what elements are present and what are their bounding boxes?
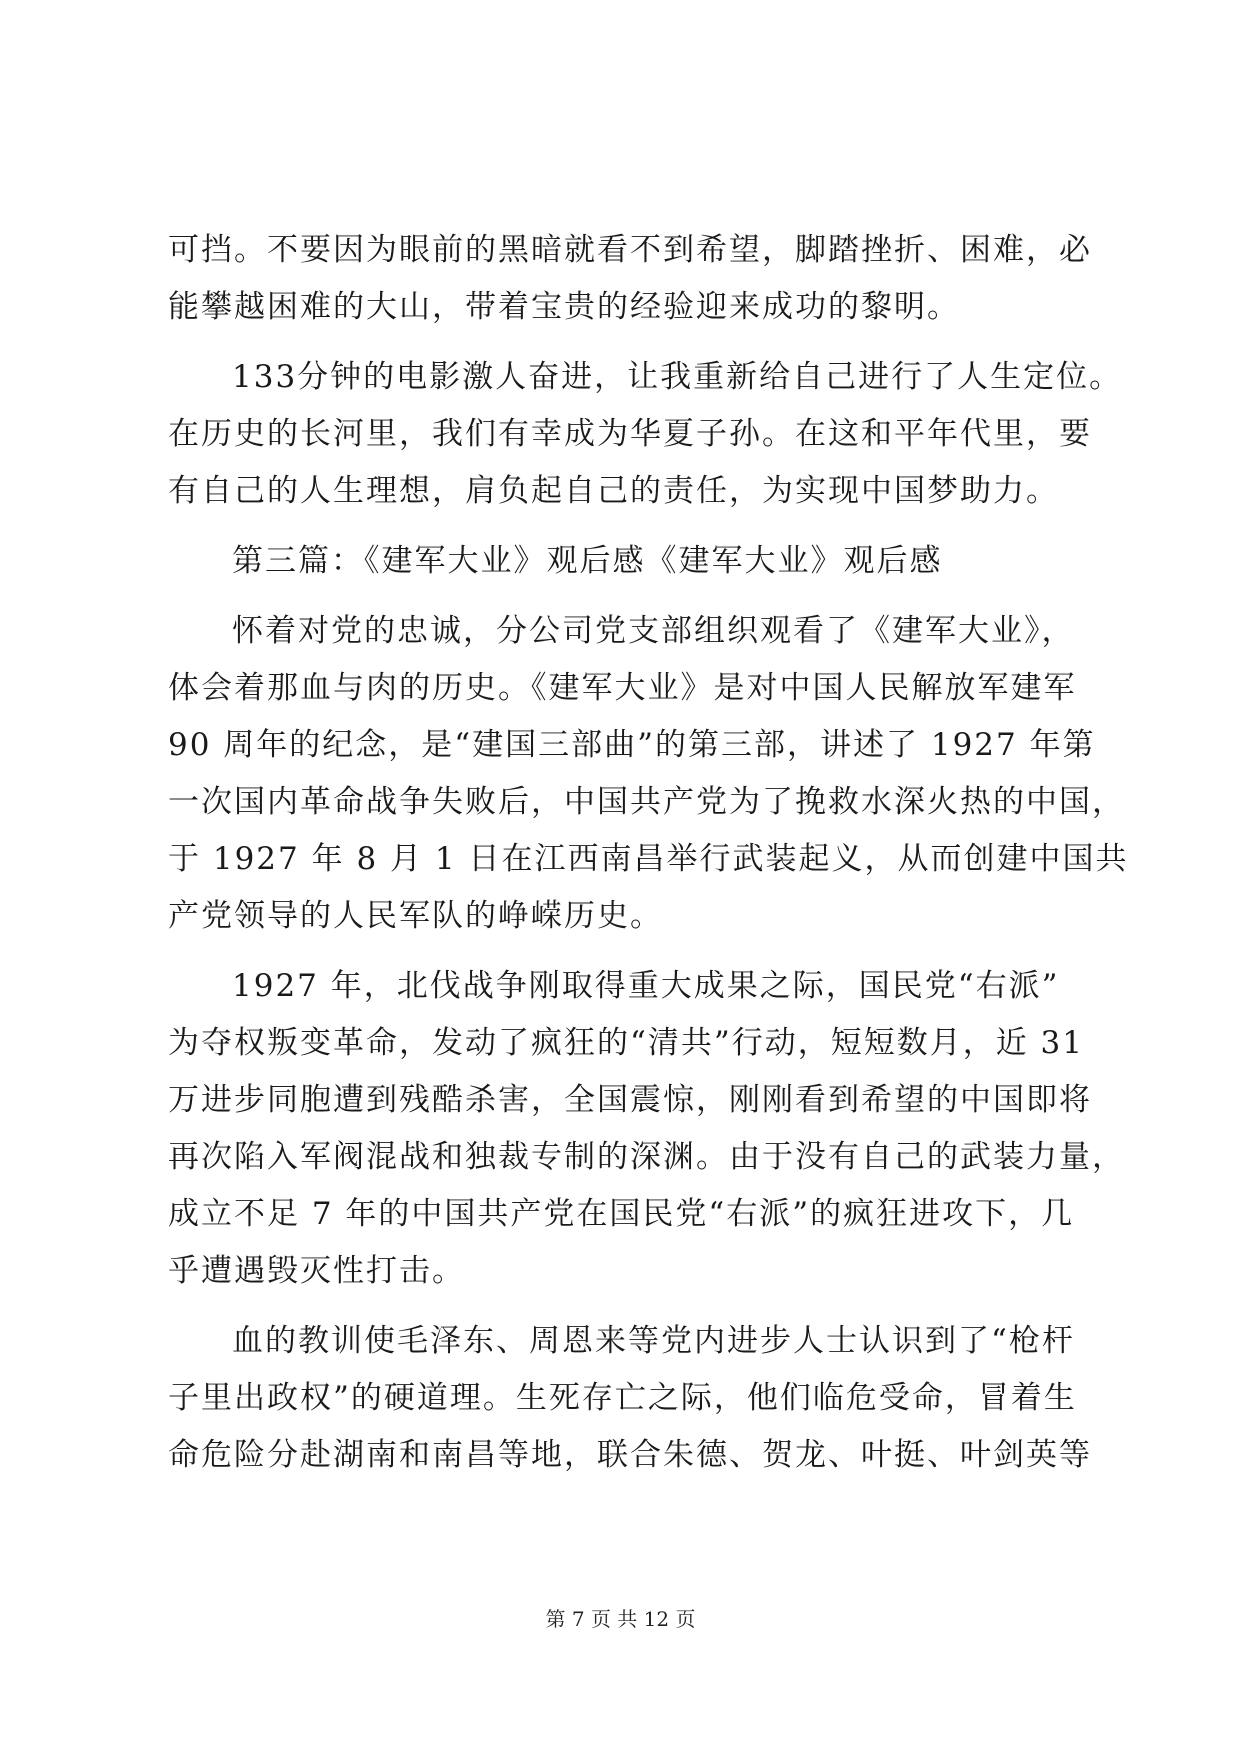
text-line: 怀着对党的忠诚，分公司党支部组织观看了《建军大业》， (232, 613, 1075, 649)
text-line: 子里出政权”的硬道理。生死存亡之际，他们临危受命，冒着生 (168, 1380, 1077, 1416)
text-line: 于 1927 年 8 月 1 日在江西南昌举行武装起义，从而创建中国共 (168, 841, 1129, 877)
text-line: 能攀越困难的大山，带着宝贵的经验迎来成功的黎明。 (168, 289, 960, 325)
text-line: 一次国内革命战争失败后，中国共产党为了挽救水深火热的中国， (168, 784, 1125, 820)
page-number-footer: 第 7 页 共 12 页 (545, 1607, 696, 1631)
text-line: 命危险分赴湖南和南昌等地，联合朱德、贺龙、叶挺、叶剑英等 (168, 1437, 1092, 1473)
text-line: 90 周年的纪念，是“建国三部曲”的第三部，讲述了 1927 年第 (168, 727, 1096, 763)
text-line: 再次陷入军阀混战和独裁专制的深渊。由于没有自己的武装力量， (168, 1139, 1125, 1175)
text-line: 体会着那血与肉的历史。《建军大业》是对中国人民解放军建军 (168, 670, 1077, 706)
text-line: 成立不足 7 年的中国共产党在国民党“右派”的疯狂进攻下，几 (168, 1196, 1075, 1232)
text-line: 可挡。不要因为眼前的黑暗就看不到希望，脚踏挫折、困难，必 (168, 232, 1092, 268)
text-line: 133分钟的电影激人奋进，让我重新给自己进行了人生定位。 (232, 359, 1123, 395)
text-line: 血的教训使毛泽东、周恩来等党内进步人士认识到了“枪杆 (232, 1323, 1075, 1359)
text-line: 在历史的长河里，我们有幸成为华夏子孙。在这和平年代里，要 (168, 416, 1092, 452)
text-line: 乎遭遇毁灭性打击。 (168, 1253, 465, 1289)
section-heading: 第三篇：《建军大业》观后感《建军大业》观后感 (232, 543, 943, 579)
text-line: 产党领导的人民军队的峥嵘历史。 (168, 898, 663, 934)
text-line: 有自己的人生理想，肩负起自己的责任，为实现中国梦助力。 (168, 473, 1059, 509)
text-line: 为夺权叛变革命，发动了疯狂的“清共”行动，短短数月，近 31 (168, 1025, 1084, 1061)
text-line: 1927 年，北伐战争刚取得重大成果之际，国民党“右派” (232, 968, 1060, 1004)
text-line: 万进步同胞遭到残酷杀害，全国震惊，刚刚看到希望的中国即将 (168, 1082, 1092, 1118)
